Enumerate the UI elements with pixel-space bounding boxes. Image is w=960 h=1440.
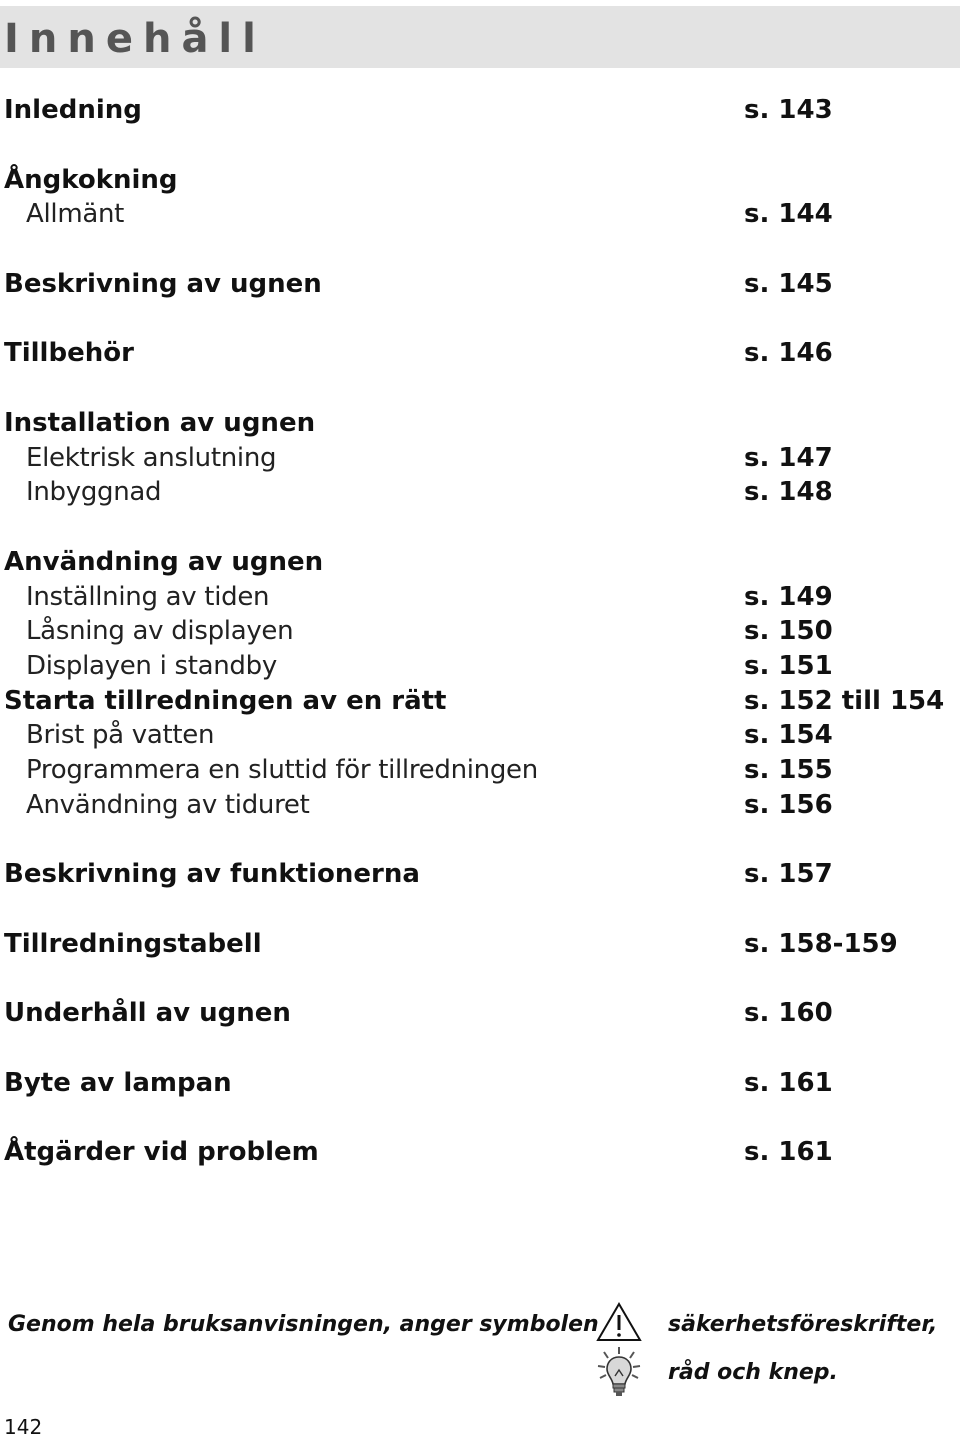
toc-page: s. 152 till 154 [744,686,945,716]
toc-row [0,1066,960,1100]
page-number: 142 [4,1415,43,1439]
toc-row [0,406,960,440]
toc-page: s. 151 [744,651,833,681]
toc-row [0,475,960,509]
toc-row [0,580,960,614]
toc-label: Tillbehör [4,338,134,368]
toc-row [0,163,960,197]
toc-label: Brist på vatten [26,720,215,750]
toc-label: Inställning av tiden [26,582,270,612]
toc-page: s. 143 [744,95,833,125]
footer-tips-label: råd och knep. [668,1360,838,1385]
lightbulb-icon [596,1346,642,1398]
toc-label: Underhåll av ugnen [4,998,291,1028]
toc-page: s. 146 [744,338,833,368]
toc-page: s. 161 [744,1068,833,1098]
toc-label: Tillredningstabell [4,929,262,959]
toc-label: Installation av ugnen [4,408,316,438]
toc-label: Beskrivning av funktionerna [4,859,420,889]
footer-intro: Genom hela bruksanvisningen, anger symbolen [8,1312,599,1337]
toc-page: s. 148 [744,477,833,507]
toc-label: Displayen i standby [26,651,277,681]
toc-label: Inbyggnad [26,477,162,507]
warning-triangle-icon [596,1302,642,1342]
toc-label: Ångkokning [4,165,178,195]
toc-row [0,545,960,579]
toc-page: s. 155 [744,755,833,785]
toc-row [0,197,960,231]
toc-page: s. 158-159 [744,929,898,959]
title-bar [0,6,960,68]
toc-label: Programmera en sluttid för tillredningen [26,755,538,785]
toc-row [0,93,960,127]
toc-row [0,441,960,475]
toc-row [0,857,960,891]
toc-label: Låsning av displayen [26,616,294,646]
toc-label: Allmänt [26,199,125,229]
toc-label: Starta tillredningen av en rätt [4,686,447,716]
toc-page: s. 150 [744,616,833,646]
toc-page: s. 147 [744,443,833,473]
toc-label: Elektrisk anslutning [26,443,277,473]
toc-row [0,267,960,301]
toc-row [0,684,960,718]
toc-label: Inledning [4,95,142,125]
toc-row [0,649,960,683]
toc-page: s. 154 [744,720,833,750]
toc-label: Byte av lampan [4,1068,232,1098]
toc-page: s. 161 [744,1137,833,1167]
footer-safety-label: säkerhetsföreskrifter, [668,1312,938,1337]
toc-row [0,788,960,822]
toc-page: s. 144 [744,199,833,229]
toc-label: Användning av ugnen [4,547,324,577]
page-title: Innehåll [4,16,266,62]
toc-page: s. 145 [744,269,833,299]
toc-page: s. 160 [744,998,833,1028]
toc-label: Beskrivning av ugnen [4,269,322,299]
toc-row [0,927,960,961]
toc-row [0,336,960,370]
toc-row [0,614,960,648]
toc-row [0,753,960,787]
toc-label: Åtgärder vid problem [4,1137,319,1167]
toc-page: s. 157 [744,859,833,889]
toc-page: s. 149 [744,582,833,612]
toc-row [0,996,960,1030]
toc-label: Användning av tiduret [26,790,310,820]
toc-row [0,1135,960,1169]
toc-row [0,718,960,752]
toc-page: s. 156 [744,790,833,820]
